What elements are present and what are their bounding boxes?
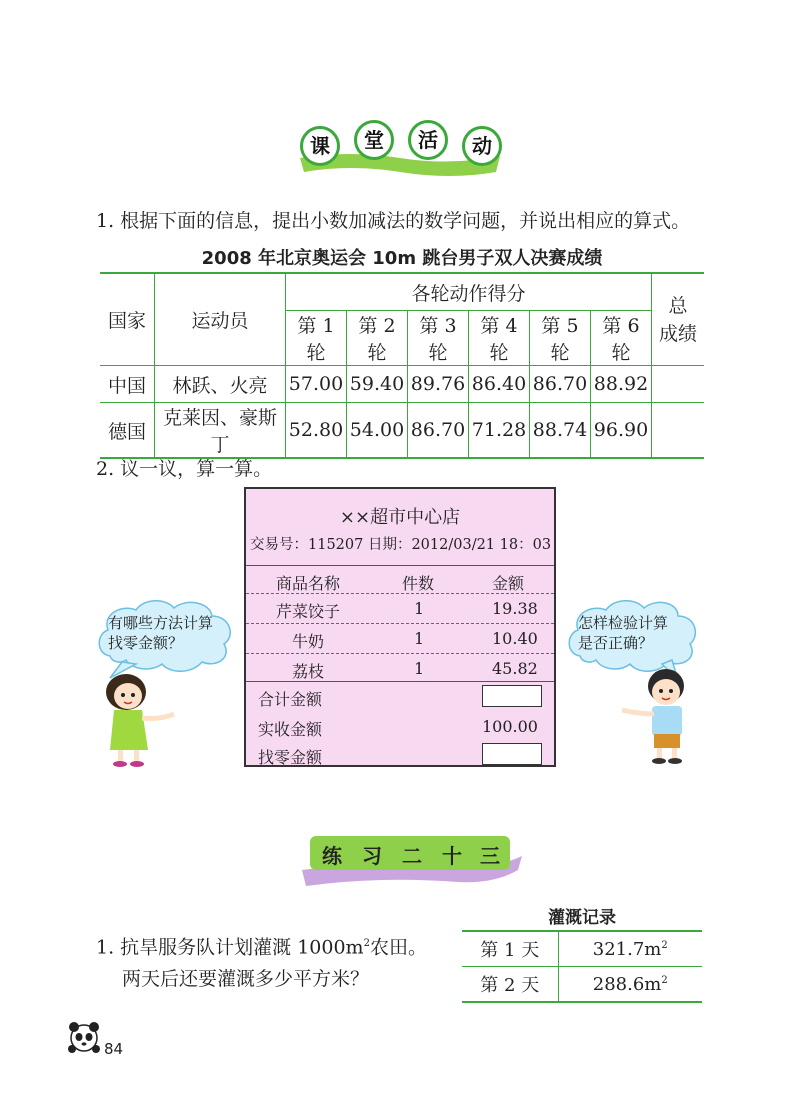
header-rounds-group: 各轮动作得分: [286, 273, 652, 311]
row-score: 59.40: [347, 366, 408, 403]
row-score: 54.00: [347, 403, 408, 459]
table-row: [100, 366, 704, 403]
irrigation-day: 第 1 天: [462, 931, 558, 967]
receipt-item-amount: 10.40: [492, 629, 538, 648]
row-score: 96.90: [591, 403, 652, 459]
question-1-text: 1. 根据下面的信息，提出小数加减法的数学问题，并说出相应的算式。: [96, 210, 691, 232]
header-round-2: 第 2 轮: [347, 311, 408, 366]
table-row: [100, 403, 704, 459]
header-total-line2: 成绩: [658, 322, 697, 345]
exercise-1-line1-post: 农田。: [369, 936, 427, 959]
banner-char-2: 堂: [354, 120, 394, 160]
question-2-text: 2. 议一议，算一算。: [96, 458, 273, 480]
banner-char-3: 二: [402, 844, 422, 868]
banner-char-4: 动: [462, 126, 502, 166]
banner-char-2: 习: [362, 844, 382, 868]
receipt-paid-label: 实收金额: [258, 720, 323, 739]
header-round-3: 第 3 轮: [408, 311, 469, 366]
header-round-6: 第 6 轮: [591, 311, 652, 366]
row-score: 71.28: [469, 403, 530, 459]
receipt-col-name: 商品名称: [276, 574, 341, 593]
exercise-1-line2: 两天后还要灌溉多少平方米？: [122, 968, 370, 991]
score-table: [100, 272, 704, 459]
score-table-title: 2008 年北京奥运会 10m 跳台男子双人决赛成绩: [201, 248, 603, 269]
receipt-store-name: ××超市中心店: [339, 507, 461, 528]
irrigation-value-number: 321.7m: [592, 938, 662, 960]
banner-char-5: 三: [480, 844, 500, 868]
page-number: 84: [104, 1040, 124, 1058]
receipt-transaction-info: 交易号：115207 日期：2012/03/21 18：03: [250, 537, 552, 553]
girl-speech-cloud: [96, 598, 238, 680]
receipt-item-name: 芹菜饺子: [276, 602, 341, 621]
receipt-item-name: 荔枝: [292, 662, 325, 681]
receipt-item-amount: 19.38: [492, 599, 538, 618]
receipt-paid-value: 100.00: [482, 717, 538, 736]
panda-icon: [66, 1018, 102, 1054]
table-row: [462, 967, 702, 1003]
exercise-1-line1-pre: 1. 抗旱服务队计划灌溉 1000m: [96, 936, 364, 959]
boy-bubble-line2: 是否正确？: [578, 634, 654, 652]
irrigation-value-sup: 2: [661, 974, 668, 986]
banner-char-3: 活: [408, 120, 448, 160]
header-athletes: 运动员: [155, 273, 286, 366]
receipt-item-amount: 45.82: [492, 659, 538, 678]
receipt-change-label: 找零金额: [258, 748, 323, 767]
row-score: 88.74: [530, 403, 591, 459]
receipt-divider: [246, 681, 554, 682]
girl-bubble-line1: 有哪些方法计算: [108, 614, 214, 632]
receipt-divider: [246, 623, 554, 624]
boy-bubble-line1: 怎样检验计算: [578, 614, 669, 632]
receipt-item-qty: 1: [414, 659, 425, 678]
banner-char-1: 练: [322, 844, 342, 868]
header-total: [652, 273, 705, 366]
irrigation-value: [558, 931, 702, 967]
receipt-total-label: 合计金额: [258, 690, 323, 709]
irrigation-table-title: 灌溉记录: [548, 908, 616, 928]
exercise-banner: [298, 830, 526, 894]
irrigation-day: 第 2 天: [462, 967, 558, 1003]
header-round-5: 第 5 轮: [530, 311, 591, 366]
receipt-change-answer-box[interactable]: [482, 743, 542, 765]
header-country: 国家: [100, 273, 155, 366]
receipt: [244, 487, 556, 767]
row-country: 德国: [100, 403, 155, 459]
row-score: 52.80: [286, 403, 347, 459]
activity-banner: [290, 120, 510, 180]
row-total: [652, 403, 705, 459]
receipt-divider: [246, 593, 554, 594]
receipt-divider: [246, 565, 554, 566]
receipt-col-amount: 金额: [492, 574, 525, 593]
irrigation-value-number: 288.6m: [592, 973, 662, 995]
receipt-item-qty: 1: [414, 629, 425, 648]
header-total-line1: 总: [668, 294, 688, 317]
row-score: 88.92: [591, 366, 652, 403]
row-country: 中国: [100, 366, 155, 403]
girl-bubble-line2: 找零金额？: [108, 634, 184, 652]
boy-illustration: [614, 664, 704, 768]
receipt-total-answer-box[interactable]: [482, 685, 542, 707]
banner-char-4: 十: [442, 844, 462, 868]
row-score: 89.76: [408, 366, 469, 403]
receipt-col-qty: 件数: [402, 574, 435, 593]
row-score: 86.70: [530, 366, 591, 403]
header-round-4: 第 4 轮: [469, 311, 530, 366]
irrigation-table: [462, 930, 702, 1003]
receipt-item-name: 牛奶: [292, 632, 325, 651]
irrigation-value: [558, 967, 702, 1003]
girl-illustration: [96, 670, 186, 770]
exercise-1-line1-sup: 2: [363, 938, 370, 949]
irrigation-value-sup: 2: [661, 939, 668, 951]
receipt-item-qty: 1: [414, 599, 425, 618]
receipt-divider: [246, 653, 554, 654]
exercise-1-text: [96, 928, 427, 995]
row-athletes: 林跃、火亮: [155, 366, 286, 403]
row-athletes: 克莱因、豪斯丁: [155, 403, 286, 459]
banner-char-1: 课: [300, 126, 340, 166]
header-round-1: 第 1 轮: [286, 311, 347, 366]
table-row: [462, 931, 702, 967]
row-score: 86.40: [469, 366, 530, 403]
row-total: [652, 366, 705, 403]
row-score: 86.70: [408, 403, 469, 459]
row-score: 57.00: [286, 366, 347, 403]
